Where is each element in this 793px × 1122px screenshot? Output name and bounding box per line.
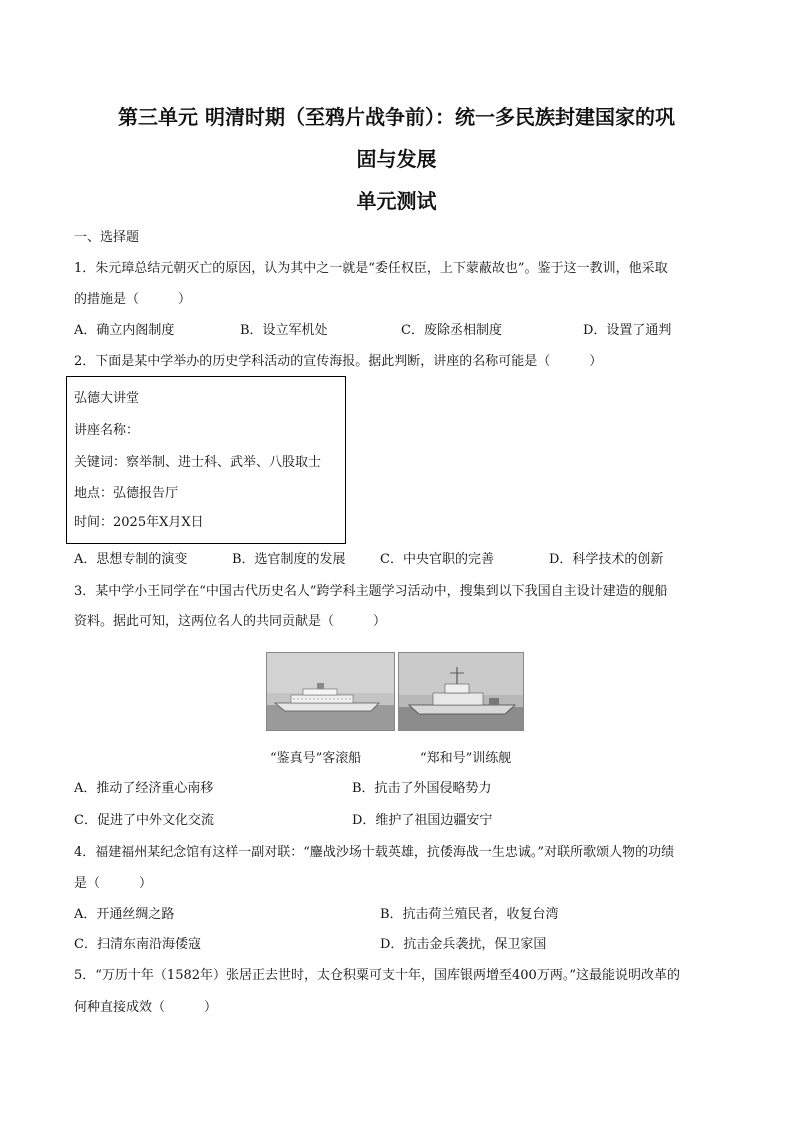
q4-stem-line2: 是（ ） [74,876,153,891]
unit-title-line2: 固与发展 [356,147,437,171]
q3-stem-line2: 资料。据此可知，这两位名人的共同贡献是（ ） [74,614,387,629]
ferry-ship-photo [266,652,395,731]
poster-line: 弘德大讲堂 [74,391,140,406]
training-ship-photo [398,652,524,731]
q4-stem-line1: 4．福建福州某纪念馆有这样一副对联：“鏖战沙场十载英雄，抗倭海战一生忠诚。”对联所歌颂人物的功绩 [74,845,675,860]
q2-option-a: A．思想专制的演变 [74,552,188,567]
training-ship-caption: “郑和号”训练舰 [420,751,512,766]
poster-line: 讲座名称： [74,423,140,438]
q1-option-b: B．设立军机处 [240,323,328,338]
q3-option-d: D．维护了祖国边疆安宁 [352,813,493,828]
ferry-ship-caption: “鉴真号”客滚船 [270,751,362,766]
section-heading: 一、选择题 [74,230,140,245]
q4-option-c: C．扫清东南沿海倭寇 [74,937,201,952]
q1-option-c: C．废除丞相制度 [401,323,502,338]
q2-stem-line1: 2．下面是某中学举办的历史学科活动的宣传海报。据此判断，讲座的名称可能是（ ） [74,354,603,369]
q4-option-a: A．开通丝绸之路 [74,907,175,922]
unit-subtitle: 单元测试 [356,189,437,213]
unit-title-line1: 第三单元 明清时期（至鸦片战争前）：统一多民族封建国家的巩 [118,105,675,129]
q2-option-b: B．选官制度的发展 [232,552,346,567]
q1-stem-line2: 的措施是（ ） [74,292,192,307]
q4-option-b: B．抗击荷兰殖民者，收复台湾 [380,907,559,922]
poster-line: 地点：弘德报告厅 [74,486,179,501]
poster-line: 关键词：察举制、进士科、武举、八股取士 [74,455,322,470]
q2-option-d: D．科学技术的创新 [549,552,664,567]
q3-option-a: A．推动了经济重心南移 [74,781,214,796]
q3-option-c: C．促进了中外文化交流 [74,813,214,828]
q3-stem-line1: 3．某中学小王同学在“中国古代历史名人”跨学科主题学习活动中，搜集到以下我国自主设计建造的舰船 [74,584,668,599]
q1-option-a: A．确立内阁制度 [74,323,175,338]
q2-option-c: C．中央官职的完善 [380,552,494,567]
lecture-poster [66,376,346,544]
q5-stem-line1: 5．“万历十年（1582年）张居正去世时，太仓积粟可支十年，国库银两增至400万两。”这最能说明改革的 [74,968,680,983]
poster-line: 时间：2025年X月X日 [74,515,204,530]
q1-option-d: D．设置了通判 [583,323,672,338]
q4-option-d: D．抗击金兵袭扰，保卫家国 [380,937,547,952]
q3-option-b: B．抗击了外国侵略势力 [352,781,492,796]
q5-stem-line2: 何种直接成效（ ） [74,1000,218,1015]
q1-stem-line1: 1．朱元璋总结元朝灭亡的原因，认为其中之一就是“委任权臣，上下蒙蔽故也”。鉴于这一教训，他采取 [74,261,668,276]
